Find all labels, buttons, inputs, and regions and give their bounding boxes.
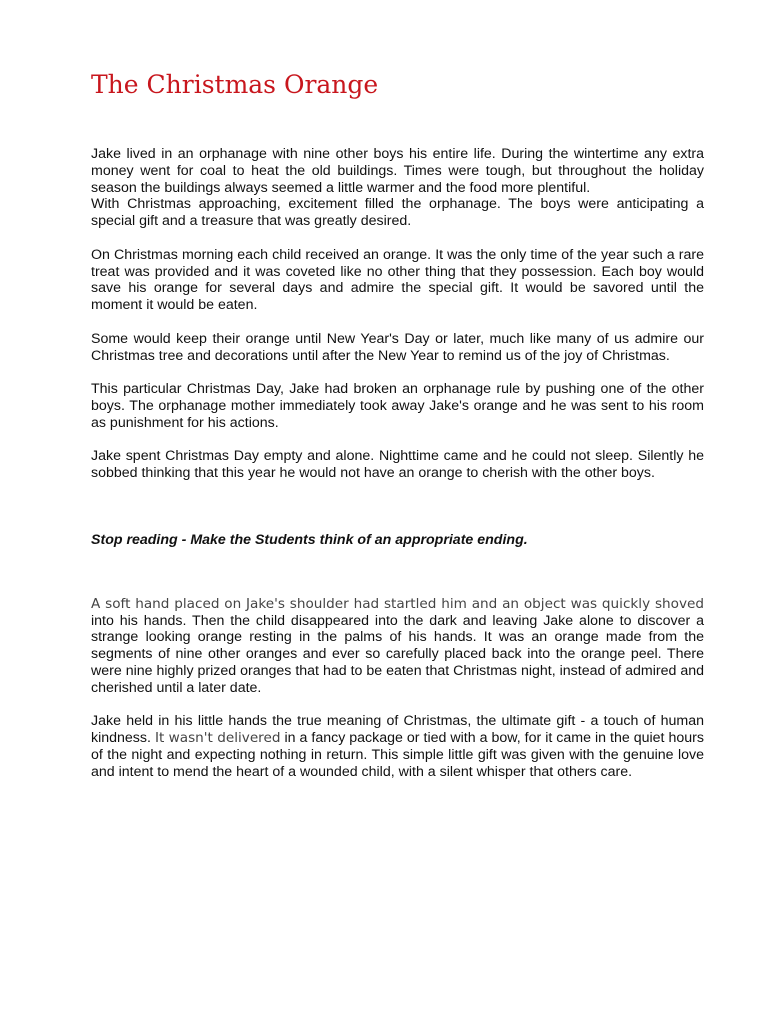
paragraph-7-lead: A soft hand placed on Jake's shoulder had startled him and an object was quickly shoved (91, 595, 704, 612)
paragraph-8-part-b: It wasn't delivered (154, 730, 281, 747)
teacher-instruction: Stop reading - Make the Students think of an appropriate ending. (91, 531, 528, 548)
paragraph-spacer (91, 230, 704, 247)
section-spacer (91, 549, 704, 596)
paragraph-spacer (91, 314, 704, 331)
paragraph-spacer (91, 697, 704, 714)
paragraph-5: This particular Christmas Day, Jake had broken an orphanage rule by pushing one of the other boys. The orphanage mother immediately took away Jake's orange and he was sent to his room as punishment for his actions. (91, 381, 704, 431)
paragraph-1: Jake lived in an orphanage with nine other boys his entire life. During the wintertime any extra money went for coal to heat the old buildings. Times were tough, but throughout the holiday season the buildings always seemed a little warmer and the food more plentiful. (91, 146, 704, 196)
paragraph-8-part-a: Jake held in his little hands the true meaning of Christmas, the ultimate gift - a touch of human kindness. (91, 713, 704, 747)
paragraph-spacer (91, 364, 704, 381)
paragraph-4: Some would keep their orange until New Year's Day or later, much like many of us admire our Christmas tree and decorations until after the New Year to remind us of the joy of Christmas. (91, 330, 704, 364)
story-body (91, 146, 704, 781)
paragraph-2: With Christmas approaching, excitement filled the orphanage. The boys were anticipating a special gift and a treasure that was greatly desired. (91, 196, 704, 230)
paragraph-spacer (91, 432, 704, 449)
paragraph-6: Jake spent Christmas Day empty and alone. Nighttime came and he could not sleep. Silently he sobbed thinking that this year he would not have an orange to cherish with the other boys. (91, 448, 704, 482)
page-title: The Christmas Orange (91, 70, 379, 99)
paragraph-8-part-c: in a fancy package or tied with a bow, for it came in the quiet hours of the night and expecting nothing in return. This simple little gift was given with the genuine love and intent to mend the heart of a wounded child, with a silent whisper that others care. (91, 730, 704, 780)
paragraph-7-rest: into his hands. Then the child disappeared into the dark and leaving Jake alone to discover a strange looking orange resting in the palms of his hands. It was an orange made from the segments of nine other oranges and ever so carefully placed back into the orange peel. There were nine highly prized oranges that had to be eaten that Christmas night, instead of admired and cherished until a later date. (91, 612, 704, 696)
section-spacer (91, 482, 704, 532)
paragraph-3: On Christmas morning each child received an orange. It was the only time of the year such a rare treat was provided and it was coveted like no other thing that they possession. Each boy would save his orange for several days and admire the special gift. It would be savored until the moment it would be eaten. (91, 246, 704, 314)
paragraph-8 (91, 713, 704, 780)
paragraph-7 (91, 596, 704, 697)
